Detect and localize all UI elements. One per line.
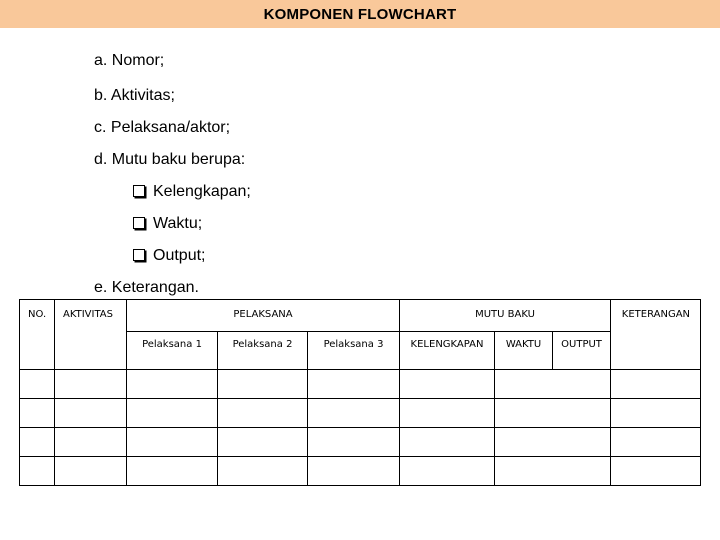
table-cell	[308, 399, 400, 428]
header-mutu-baku: MUTU BAKU	[400, 300, 611, 332]
sub-item-label: Waktu;	[153, 215, 203, 232]
sub-item-kelengkapan	[133, 182, 251, 202]
table-cell	[400, 428, 495, 457]
table-cell	[495, 428, 611, 457]
subheader-pelaksana-1: Pelaksana 1	[127, 332, 218, 370]
table-cell	[611, 457, 701, 486]
table-cell	[127, 428, 218, 457]
page-title: KOMPONEN FLOWCHART	[263, 6, 457, 23]
sub-item-output	[133, 246, 205, 266]
checkbox-icon	[133, 185, 145, 197]
header-no: NO.	[20, 300, 55, 370]
table-cell	[611, 399, 701, 428]
table-cell	[20, 428, 55, 457]
table-cell	[127, 370, 218, 399]
checkbox-icon	[133, 217, 145, 229]
table-cell	[218, 457, 308, 486]
sub-item-waktu	[133, 214, 202, 234]
table-row	[20, 399, 701, 428]
subheader-kelengkapan: KELENGKAPAN	[400, 332, 495, 370]
header-aktivitas: AKTIVITAS	[55, 300, 127, 370]
list-item-c: c. Pelaksana/aktor;	[94, 119, 231, 136]
table-cell	[20, 457, 55, 486]
table-cell	[55, 428, 127, 457]
table-cell	[308, 370, 400, 399]
table-cell	[20, 399, 55, 428]
table-cell	[55, 370, 127, 399]
table-cell	[218, 399, 308, 428]
title-bar	[0, 0, 720, 28]
table-cell	[495, 399, 611, 428]
table-cell	[218, 370, 308, 399]
sub-item-label: Kelengkapan;	[153, 183, 251, 200]
header-pelaksana: PELAKSANA	[127, 300, 400, 332]
table-cell	[611, 370, 701, 399]
subheader-waktu: WAKTU	[495, 332, 553, 370]
subheader-pelaksana-2: Pelaksana 2	[218, 332, 308, 370]
table-row	[20, 370, 701, 399]
list-item-e: e. Keterangan.	[94, 278, 203, 298]
list-item-a: a. Nomor;	[94, 52, 165, 69]
header-keterangan: KETERANGAN	[611, 300, 701, 370]
table-cell	[55, 457, 127, 486]
table-cell	[495, 370, 611, 399]
table-cell	[308, 457, 400, 486]
table-row	[20, 428, 701, 457]
flowchart-table	[19, 299, 701, 486]
table-cell	[20, 370, 55, 399]
table-cell	[400, 457, 495, 486]
table-row	[20, 457, 701, 486]
table-cell	[611, 428, 701, 457]
checkbox-icon	[133, 249, 145, 261]
list-item-b: b. Aktivitas;	[94, 87, 175, 104]
list-item-d: d. Mutu baku berupa:	[94, 151, 246, 168]
table-cell	[495, 457, 611, 486]
table-cell	[400, 370, 495, 399]
table-cell	[127, 457, 218, 486]
sub-item-label: Output;	[153, 247, 206, 264]
table-cell	[218, 428, 308, 457]
table-cell	[308, 428, 400, 457]
table-cell	[400, 399, 495, 428]
table-cell	[127, 399, 218, 428]
subheader-output: OUTPUT	[553, 332, 611, 370]
subheader-pelaksana-3: Pelaksana 3	[308, 332, 400, 370]
table-cell	[55, 399, 127, 428]
